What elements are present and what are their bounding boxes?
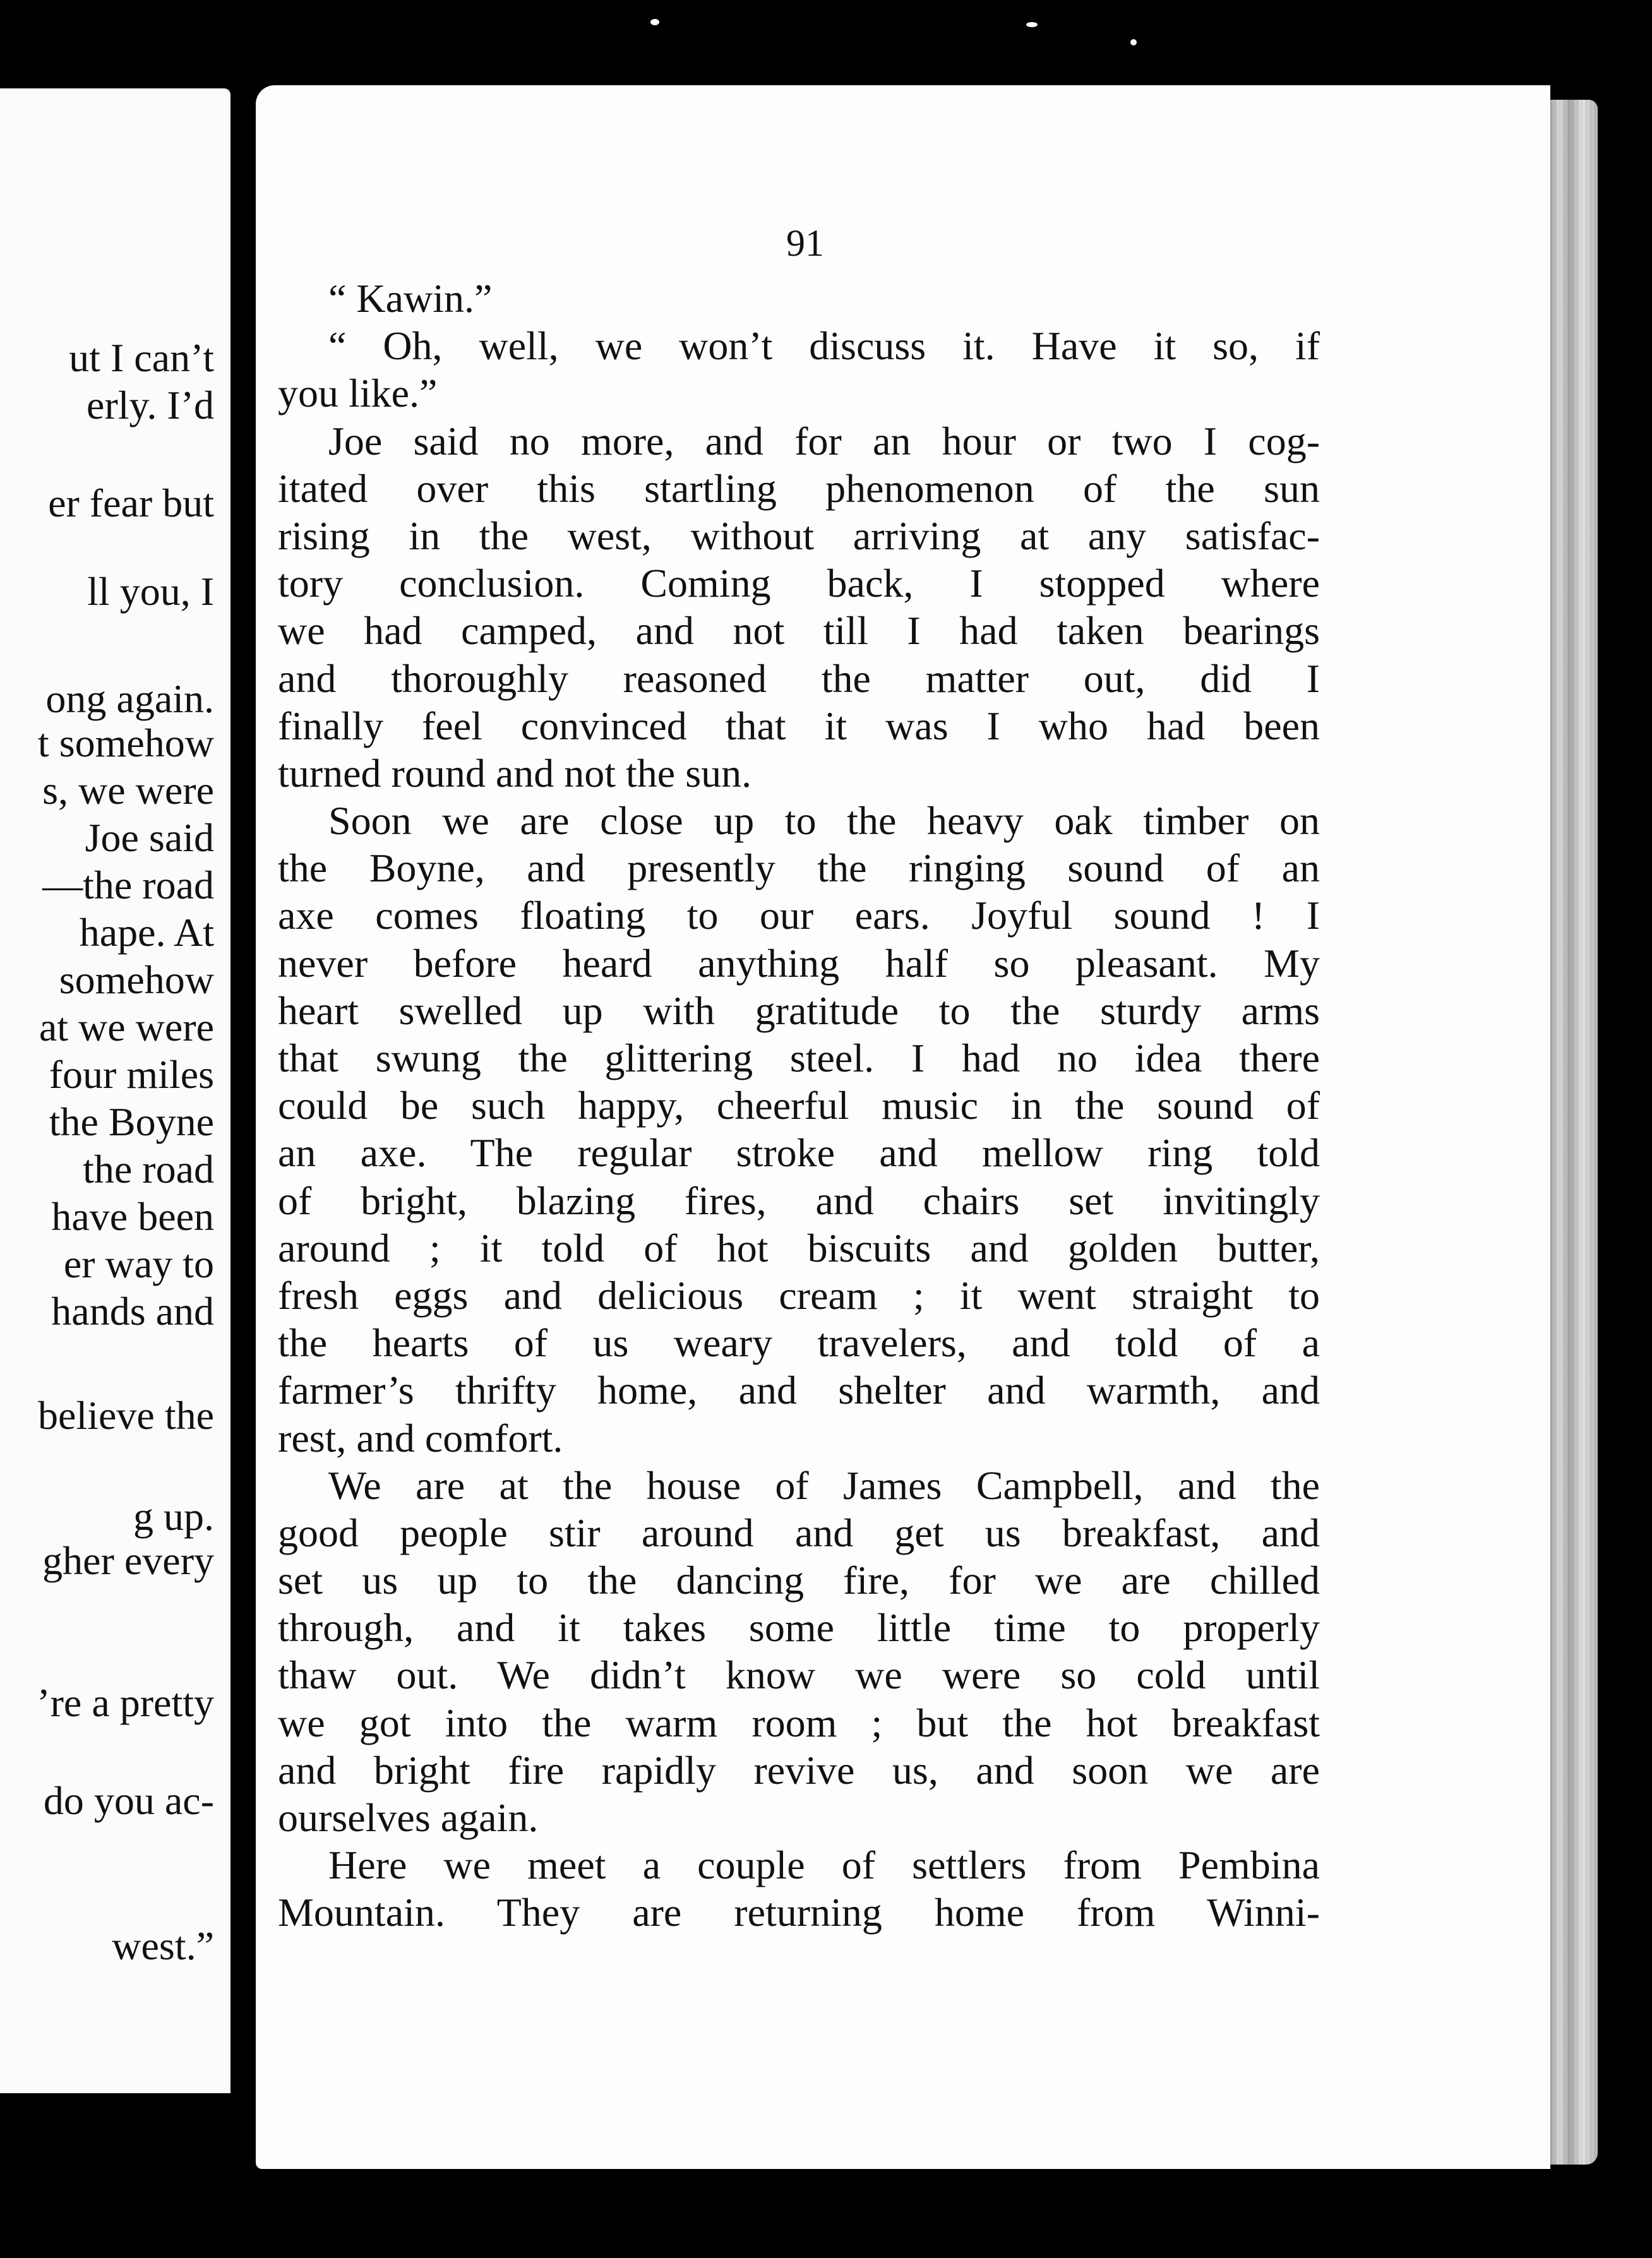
text-line: turned round and not the sun.	[278, 750, 752, 796]
left-page-line: four miles	[49, 1052, 214, 1097]
text-line: Here we meet a couple of settlers from Pembina	[328, 1843, 1320, 1888]
text-line: rising in the west, without arriving at any satisfac-	[278, 513, 1320, 558]
dust-speck	[650, 19, 659, 25]
text-line: axe comes floating to our ears. Joyful sound ! I	[278, 893, 1320, 938]
left-page-line: at we were	[39, 1005, 214, 1049]
body-text	[278, 275, 1320, 1937]
left-page-line: hape. At	[79, 910, 214, 955]
text-line: rest, and comfort.	[278, 1415, 563, 1461]
book-gutter	[230, 82, 256, 2103]
text-line: of bright, blazing fires, and chairs set invitingly	[278, 1178, 1320, 1223]
text-line: “ Kawin.”	[328, 276, 493, 321]
left-page-line: —the road	[42, 863, 214, 907]
text-line: set us up to the dancing fire, for we are chilled	[278, 1558, 1320, 1603]
left-page-line: somehow	[59, 957, 214, 1002]
text-line: “ Oh, well, we won’t discuss it. Have it so, if	[328, 323, 1320, 369]
dust-speck	[1130, 39, 1137, 45]
left-page-line: t somehow	[37, 720, 214, 765]
text-line: farmer’s thrifty home, and shelter and warmth, and	[278, 1368, 1320, 1413]
left-page-line: do you ac-	[43, 1778, 214, 1823]
left-page-line: hands and	[51, 1289, 214, 1334]
left-page-line: ong again.	[45, 676, 214, 721]
text-line: Joe said no more, and for an hour or two I cog-	[328, 418, 1320, 463]
left-facing-page	[0, 88, 230, 2093]
dust-speck	[1026, 22, 1038, 27]
left-page-line: the road	[83, 1147, 214, 1192]
text-line: through, and it takes some little time to properly	[278, 1605, 1320, 1651]
text-line: itated over this startling phenomenon of the sun	[278, 465, 1320, 511]
text-line: and thoroughly reasoned the matter out, did I	[278, 655, 1320, 701]
text-line: heart swelled up with gratitude to the sturdy arms	[278, 988, 1320, 1033]
text-line: and bright fire rapidly revive us, and soon we are	[278, 1747, 1320, 1793]
text-line: the Boyne, and presently the ringing sound of an	[278, 845, 1320, 891]
text-line: we got into the warm room ; but the hot breakfast	[278, 1700, 1320, 1745]
left-page-line: s, we were	[42, 768, 214, 813]
text-line: the hearts of us weary travelers, and told of a	[278, 1320, 1320, 1366]
left-page-line: the Boyne	[49, 1099, 214, 1144]
text-line: fresh eggs and delicious cream ; it went straight to	[278, 1272, 1320, 1318]
text-line: never before heard anything half so pleasant. My	[278, 940, 1320, 986]
text-line: thaw out. We didn’t know we were so cold until	[278, 1652, 1320, 1698]
text-line: we had camped, and not till I had taken bearings	[278, 608, 1320, 654]
page-number: 91	[786, 222, 824, 264]
left-page-line: have been	[51, 1194, 214, 1239]
left-page-line: ll you, I	[87, 569, 214, 614]
text-line: tory conclusion. Coming back, I stopped where	[278, 561, 1320, 606]
text-line: Mountain. They are returning home from Winni-	[278, 1890, 1320, 1935]
text-line: that swung the glittering steel. I had no idea there	[278, 1036, 1320, 1080]
text-line: finally feel convinced that it was I who had been	[278, 703, 1320, 748]
left-page-line: erly. I’d	[87, 383, 214, 427]
text-line: Soon we are close up to the heavy oak timber on	[328, 798, 1320, 844]
text-line: good people stir around and get us breakfast, and	[278, 1510, 1320, 1555]
left-page-line: gher every	[42, 1538, 214, 1583]
text-line: an axe. The regular stroke and mellow ring told	[278, 1130, 1320, 1176]
text-line: you like.”	[278, 371, 438, 416]
left-page-line: er way to	[63, 1241, 214, 1286]
left-page-line: Joe said	[85, 815, 214, 860]
left-page-line: believe the	[38, 1393, 214, 1438]
left-page-line: ut I can’t	[69, 335, 214, 380]
text-line: We are at the house of James Campbell, and the	[328, 1462, 1320, 1508]
left-page-line: west.”	[112, 1923, 214, 1968]
left-page-line: ’re a pretty	[37, 1680, 214, 1725]
left-page-line: er fear but	[48, 481, 214, 525]
text-line: around ; it told of hot biscuits and golden butter,	[278, 1225, 1320, 1270]
text-line: could be such happy, cheerful music in the sound of	[278, 1083, 1320, 1128]
text-line: ourselves again.	[278, 1795, 539, 1840]
left-page-line: g up.	[133, 1494, 214, 1539]
